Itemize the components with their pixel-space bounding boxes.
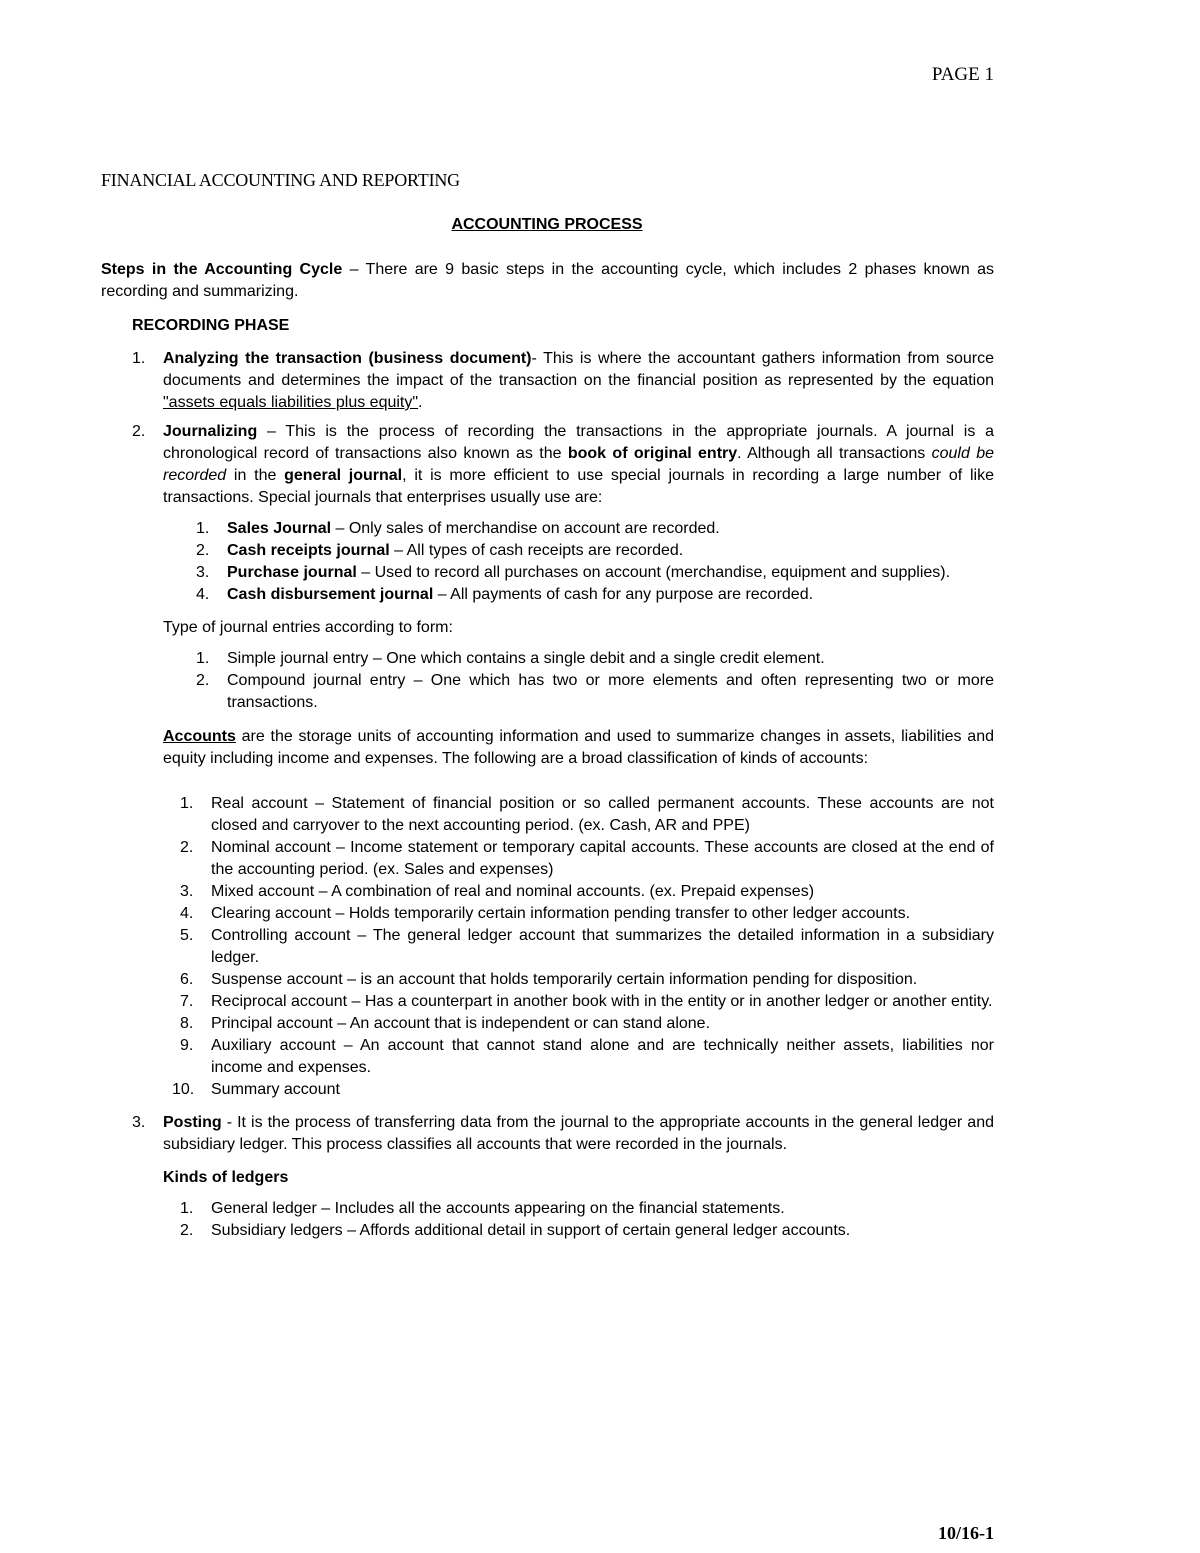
item-number: 2. [196,672,210,689]
list-item [101,793,994,837]
journal-name: Purchase journal [227,564,357,581]
list-item [101,837,994,881]
step-number: 1. [132,350,146,367]
list-item [101,1220,994,1242]
item-number: 3. [196,564,210,581]
list-item [101,670,994,714]
footer-code: 10/16-1 [938,1523,994,1543]
document-body [101,259,994,1242]
step-analyzing [101,348,994,414]
accounting-equation: "assets equals liabilities plus equity" [163,394,419,411]
step-text: – This is the process of recording the transactions in the appropriate journals. A journal is a chronological record of transactions also known as the [163,423,994,462]
step-number: 2. [132,423,146,440]
list-item [101,881,994,903]
list-item [101,1035,994,1079]
list-item [101,518,994,540]
item-number: 4. [196,586,210,603]
ledgers-list [101,1198,994,1242]
list-item [101,991,994,1013]
accounts-term-text: Accounts [163,728,236,745]
item-number: 4. [180,905,194,922]
item-number: 1. [180,795,194,812]
item-text: Subsidiary ledgers – Affords additional detail in support of certain general ledger accounts. [211,1222,851,1239]
item-text: Mixed account – A combination of real and nominal accounts. (ex. Prepaid expenses) [211,883,815,900]
journal-name: Sales Journal [227,520,332,537]
step-text: . Although all transactions [737,445,932,462]
item-text: Clearing account – Holds temporarily certain information pending transfer to other ledger accounts. [211,905,911,922]
ledgers-heading: Kinds of ledgers [163,1169,289,1186]
journal-desc: – Used to record all purchases on account (merchandise, equipment and supplies). [356,564,951,581]
step-title: Analyzing the transaction (business document) [163,350,532,367]
document-title: FINANCIAL ACCOUNTING AND REPORTING [101,170,460,190]
step-posting [101,1112,994,1156]
item-number: 10. [172,1081,195,1098]
section-title-text: ACCOUNTING PROCESS [451,216,643,233]
item-text: Simple journal entry – One which contains a single debit and a single credit element. [227,650,825,667]
intro-heading: Steps in the Accounting Cycle [101,261,343,278]
list-item [101,1198,994,1220]
step-title: Posting [163,1114,222,1131]
list-item [101,925,994,969]
item-number: 9. [180,1037,194,1054]
item-number: 2. [196,542,210,559]
step-text: , it is more efficient to use special journals in recording a large number of like transactions. Special journals that enterprises usually use are: [163,467,994,506]
recording-phase-heading: RECORDING PHASE [132,317,290,334]
step-number: 3. [132,1114,146,1131]
item-number: 2. [180,839,194,856]
list-item [101,1079,994,1101]
item-number: 1. [196,520,210,537]
item-number: 1. [180,1200,194,1217]
list-item [101,903,994,925]
item-text: Compound journal entry – One which has two or more elements and often representing two or more transactions. [227,672,994,711]
journal-desc: – All types of cash receipts are recorded. [389,542,684,559]
item-number: 1. [196,650,210,667]
entry-types-list [101,648,994,714]
item-text: Reciprocal account – Has a counterpart in another book with in the entity or in another ledger or another entity. [211,993,993,1010]
term-book-of-original-entry: book of original entry [567,445,738,462]
step-text: - This is where the accountant gathers information from source documents and determines the impact of the transaction on the financial position as represented by the equation [163,350,995,389]
journal-name: Cash receipts journal [227,542,390,559]
item-text: Real account – Statement of financial position or so called permanent accounts. These accounts are not closed and carryover to the next accounting period. (ex. Cash, AR and PPE) [211,795,994,834]
item-text: Auxiliary account – An account that cannot stand alone and are technically neither assets, liabilities nor income and expenses. [211,1037,994,1076]
item-text: Controlling account – The general ledger account that summarizes the detailed information in a subsidiary ledger. [211,927,994,966]
list-item [101,540,994,562]
term-general-journal: general journal [284,467,403,484]
item-number: 2. [180,1222,194,1239]
list-item [101,562,994,584]
steps-list [101,348,994,1242]
step-journalizing [101,421,994,509]
page-number: PAGE 1 [931,64,994,85]
item-text: Nominal account – Income statement or temporary capital accounts. These accounts are closed at the end of the accounting period. (ex. Sales and expenses) [211,839,994,878]
section-title [0,216,1200,234]
journal-desc: – Only sales of merchandise on account are recorded. [331,520,720,537]
item-number: 8. [180,1015,194,1032]
step-text: in the [226,467,285,484]
item-text: General ledger – Includes all the accounts appearing on the financial statements. [211,1200,785,1217]
step-text: - It is the process of transferring data from the journal to the appropriate accounts in the general ledger and subsidiary ledger. This process classifies all accounts that were recorded in the journals. [163,1114,994,1153]
special-journals-list [101,518,994,606]
list-item [101,648,994,670]
emphasis-text: could be recorded [163,445,995,484]
step-title: Journalizing [163,423,258,440]
item-number: 7. [180,993,194,1010]
journal-desc: – All payments of cash for any purpose are recorded. [433,586,814,603]
accounts-intro-text: are the storage units of accounting information and used to summarize changes in assets, liabilities and equity including income and expenses. The following are a broad classification of kinds of accounts: [163,728,994,767]
item-text: Suspense account – is an account that holds temporarily certain information pending for disposition. [211,971,918,988]
accounts-term [163,728,236,745]
step-end: . [418,394,423,411]
intro-paragraph [101,259,994,303]
item-text: Summary account [211,1081,340,1098]
item-number: 6. [180,971,194,988]
account-kinds-list [101,793,994,1101]
accounts-paragraph [101,726,994,770]
item-number: 5. [180,927,194,944]
journal-name: Cash disbursement journal [227,586,434,603]
list-item [101,1013,994,1035]
intro-text: – There are 9 basic steps in the accounting cycle, which includes 2 phases known as recording and summarizing. [101,261,994,300]
entry-types-heading: Type of journal entries according to form: [163,619,453,636]
list-item [101,969,994,991]
item-text: Principal account – An account that is independent or can stand alone. [211,1015,711,1032]
item-number: 3. [180,883,194,900]
list-item [101,584,994,606]
